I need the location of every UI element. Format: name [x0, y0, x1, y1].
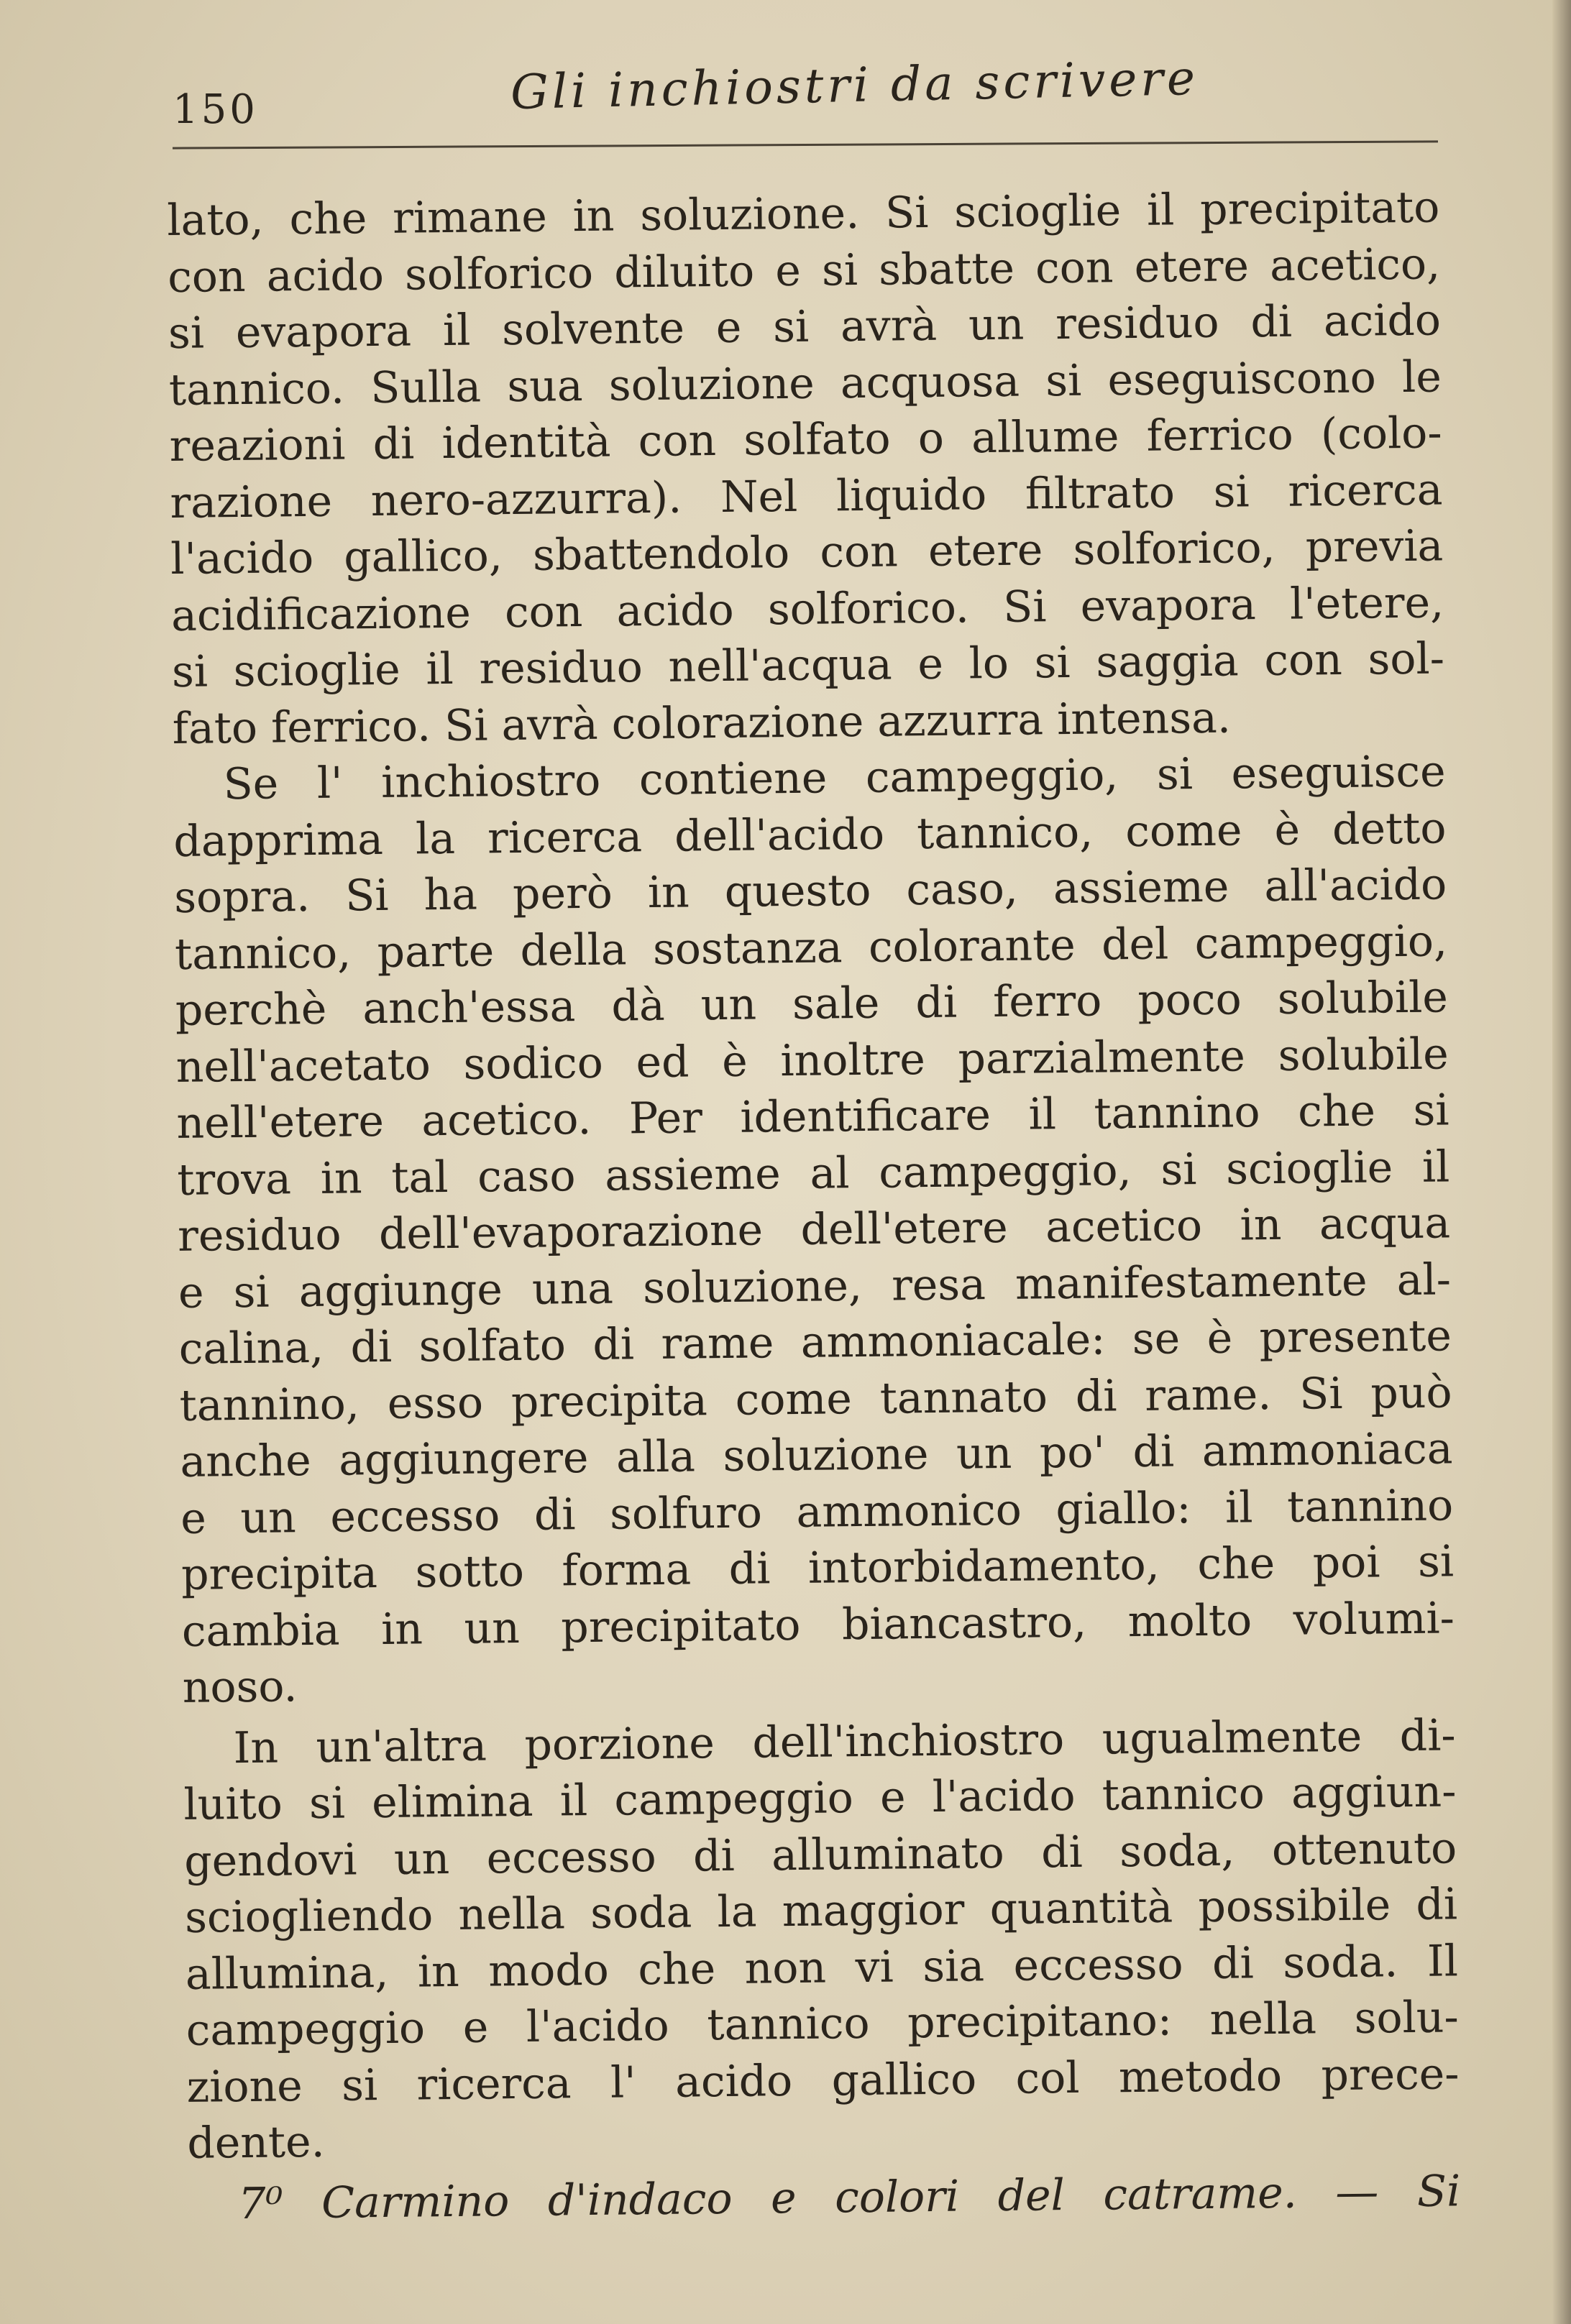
text-line: razione nero-azzurra). Nel liquido filtrato si ricerca: [170, 464, 1443, 528]
text-line: sciogliendo nella soda la maggior quantità possibile di: [184, 1879, 1458, 1943]
text-line: calina, di solfato di rame ammoniacale: se è presente: [178, 1310, 1452, 1374]
text-line: acidificazione con acido solforico. Si evapora l'etere,: [170, 577, 1444, 641]
text-line: lato, che rimane in soluzione. Si scioglie il precipitato: [167, 182, 1440, 246]
text-line: tannico, parte della sostanza colorante del campeggio,: [174, 915, 1448, 980]
text-line: nell'etere acetico. Per identificare il tannino che si: [176, 1085, 1449, 1149]
header-rule: [173, 140, 1438, 149]
text-line: campeggio e l'acido tannico precipitano: nella solu-: [186, 1992, 1460, 2056]
running-title: Gli inchiostri da scrivere: [510, 50, 1199, 121]
text-line: tannino, esso precipita come tannato di rame. Si può: [179, 1367, 1452, 1431]
text-line: dapprima la ricerca dell'acido tannico, come è detto: [173, 802, 1447, 867]
text-line: con acido solforico diluito e si sbatte con etere acetico,: [167, 238, 1441, 303]
text-line: luito si elimina il campeggio e l'acido tannico aggiun-: [183, 1766, 1457, 1830]
text-line: reazioni di identità con solfato o allume ferrico (colo-: [169, 408, 1442, 472]
text-line: precipita sotto forma di intorbidamento, che poi si: [180, 1536, 1455, 1600]
text-line: si evapora il solvente e si avrà un residuo di acido: [168, 295, 1442, 359]
section-heading-line: 7⁰ Carmino d'indaco e colori del catrame. — Si: [237, 2165, 1461, 2229]
page-number: 150: [173, 86, 258, 133]
paragraph-3: [183, 1707, 1460, 2172]
text-line: nell'acetato sodico ed è inoltre parzialmente solubile: [175, 1028, 1449, 1093]
text-line: tannico. Sulla sua soluzione acquosa si eseguiscono le: [168, 351, 1442, 415]
text-line: sopra. Si ha però in questo caso, assieme all'acido: [173, 859, 1447, 923]
text-line: gendovi un eccesso di alluminato di soda, ottenuto: [183, 1822, 1457, 1887]
text-line: cambia in un precipitato biancastro, molto volumi-: [181, 1592, 1455, 1657]
body-text: [167, 179, 1461, 2232]
text-line: residuo dell'evaporazione dell'etere acetico in acqua: [177, 1198, 1451, 1262]
text-line: fato ferrico. Si avrà colorazione azzurra intensa.: [172, 692, 1232, 754]
page-binding-edge: [1552, 0, 1571, 2324]
text-line: l'acido gallico, sbattendolo con etere solforico, previa: [170, 520, 1444, 584]
text-line: dente.: [187, 2116, 326, 2169]
text-line: allumina, in modo che non vi sia eccesso di soda. Il: [185, 1935, 1459, 2000]
text-line: In un'altra porzione dell'inchiostro ugualmente di-: [233, 1709, 1456, 1773]
text-line: e si aggiunge una soluzione, resa manifestamente al-: [178, 1254, 1452, 1318]
text-line: perchè anch'essa dà un sale di ferro poco solubile: [175, 972, 1449, 1036]
text-line: Se l' inchiostro contiene campeggio, si eseguisce: [223, 746, 1446, 810]
text-line: trova in tal caso assieme al campeggio, si scioglie il: [177, 1141, 1450, 1205]
text-line: si scioglie il residuo nell'acqua e lo si saggia con sol-: [171, 633, 1445, 697]
paragraph-1: [167, 179, 1445, 756]
section-heading: [188, 2163, 1461, 2233]
text-line: zione si ricerca l' acido gallico col metodo prece-: [186, 2048, 1460, 2113]
page-header: [173, 50, 1438, 151]
text-line: anche aggiungere alla soluzione un po' di ammoniaca: [180, 1423, 1453, 1487]
paragraph-2: [173, 743, 1455, 1716]
text-line: noso.: [182, 1661, 298, 1713]
text-line: e un eccesso di solfuro ammonico giallo: il tannino: [180, 1479, 1454, 1544]
